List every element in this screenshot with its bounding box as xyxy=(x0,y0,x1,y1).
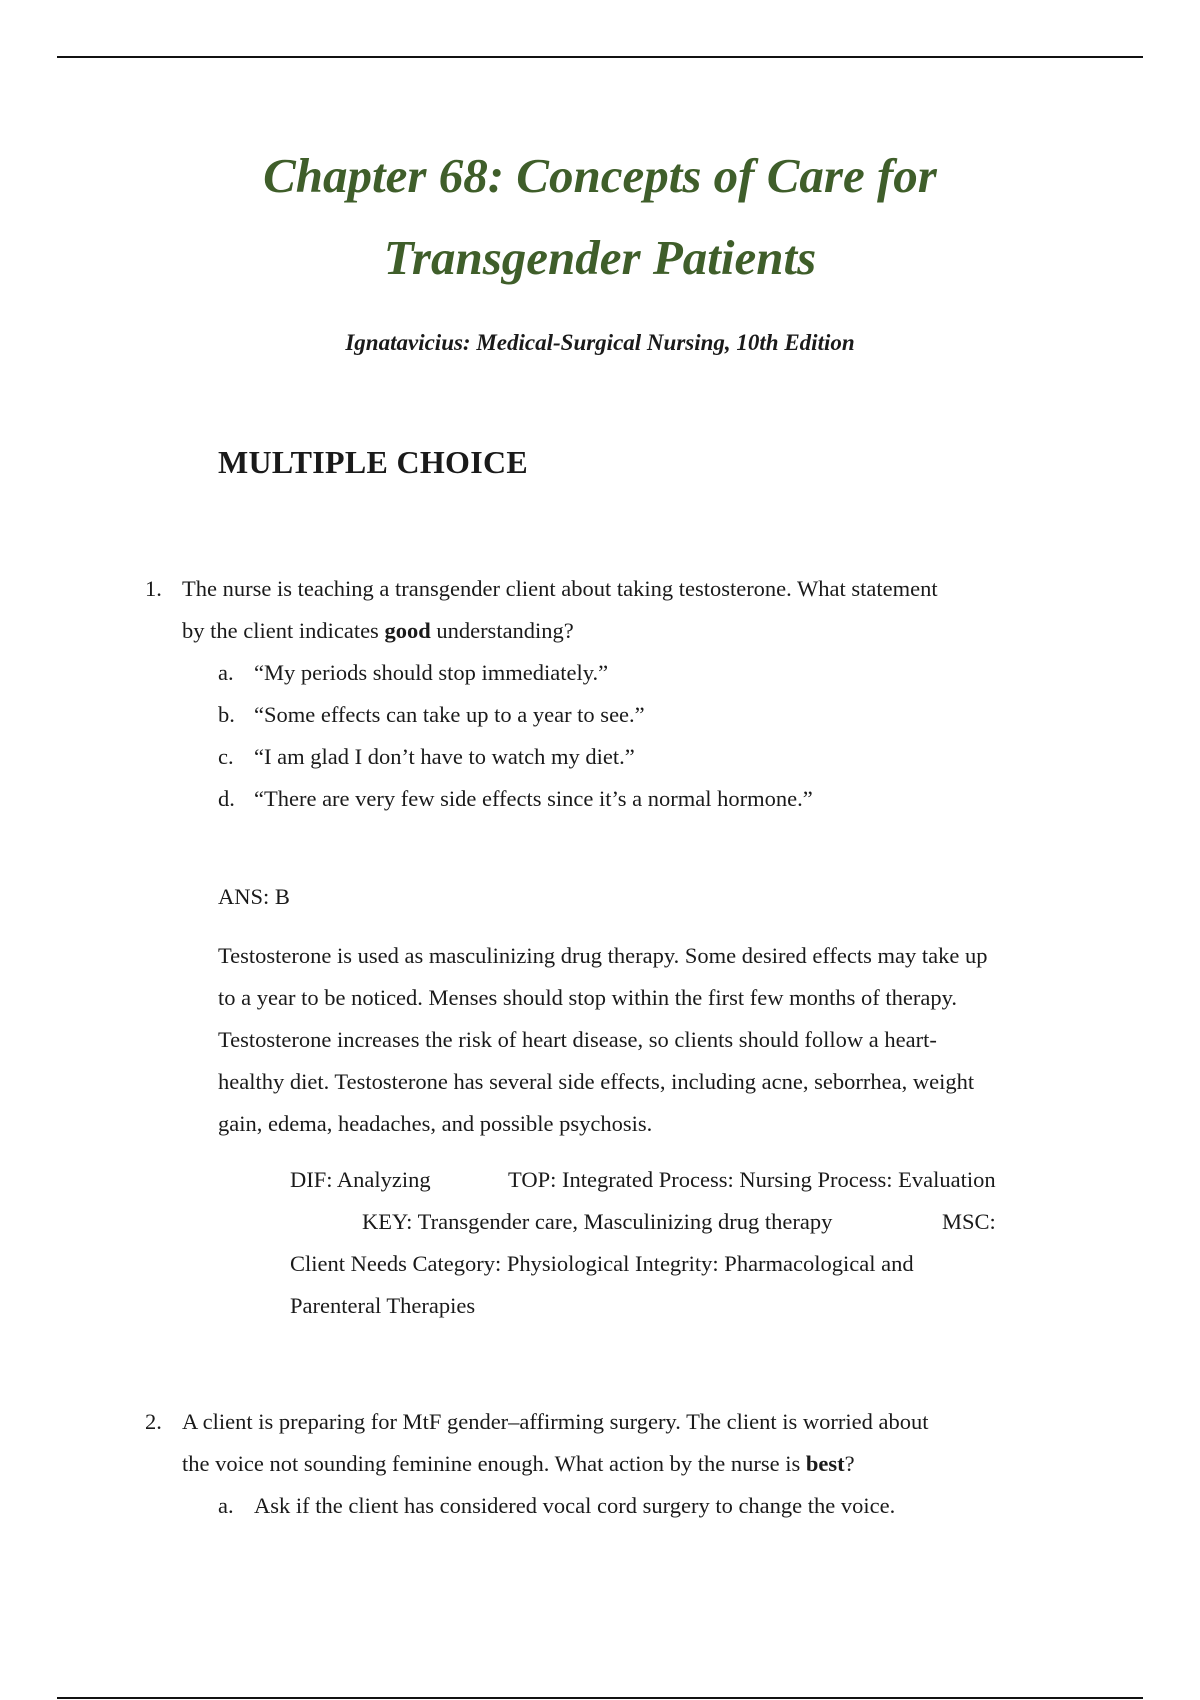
client-needs-line1: Client Needs Category: Physiological Integrity: Pharmacological and xyxy=(290,1251,914,1276)
option-text: Ask if the client has considered vocal cord surgery to change the voice. xyxy=(254,1493,896,1518)
question-number: 1. xyxy=(145,576,162,601)
top-rule xyxy=(57,56,1143,58)
keywords-label: KEY: Transgender care, Masculinizing drug therapy xyxy=(362,1209,833,1234)
option-text: “My periods should stop immediately.” xyxy=(254,660,609,685)
rationale-line: gain, edema, headaches, and possible psychosis. xyxy=(218,1111,653,1136)
rationale-line: Testosterone is used as masculinizing drug therapy. Some desired effects may take up xyxy=(218,943,988,968)
rationale-line: to a year to be noticed. Menses should stop within the first few months of therapy. xyxy=(218,985,958,1010)
option-letter: a. xyxy=(218,1493,234,1518)
question-stem-line2: the voice not sounding feminine enough. What action by the nurse is best? xyxy=(182,1451,855,1476)
chapter-title-line2: Transgender Patients xyxy=(383,230,817,285)
bottom-rule xyxy=(57,1697,1143,1699)
topic-label: TOP: Integrated Process: Nursing Process: Evaluation xyxy=(508,1167,996,1192)
question-stem-line1: A client is preparing for MtF gender–affirming surgery. The client is worried about xyxy=(182,1409,929,1434)
difficulty-label: DIF: Analyzing xyxy=(290,1167,431,1192)
option-text: “Some effects can take up to a year to see.” xyxy=(254,702,645,727)
client-needs-line2: Parenteral Therapies xyxy=(290,1293,476,1318)
book-subtitle: Ignatavicius: Medical-Surgical Nursing, 10th Edition xyxy=(345,330,855,355)
rationale-line: Testosterone increases the risk of heart disease, so clients should follow a heart- xyxy=(218,1027,937,1052)
rationale-line: healthy diet. Testosterone has several side effects, including acne, seborrhea, weight xyxy=(218,1069,975,1094)
chapter-title-line1: Chapter 68: Concepts of Care for xyxy=(263,148,937,203)
option-text: “There are very few side effects since it’s a normal hormone.” xyxy=(254,786,813,811)
question-number: 2. xyxy=(145,1409,162,1434)
option-letter: a. xyxy=(218,660,234,685)
answer-key: ANS: B xyxy=(218,884,290,909)
question-stem-line2: by the client indicates good understanding? xyxy=(182,618,574,643)
question-stem-line1: The nurse is teaching a transgender client about taking testosterone. What statement xyxy=(182,576,938,601)
option-letter: d. xyxy=(218,786,235,811)
option-letter: c. xyxy=(218,744,234,769)
option-text: “I am glad I don’t have to watch my diet.” xyxy=(254,744,635,769)
section-heading: MULTIPLE CHOICE xyxy=(218,444,529,480)
msc-label: MSC: xyxy=(942,1209,996,1234)
option-letter: b. xyxy=(218,702,235,727)
